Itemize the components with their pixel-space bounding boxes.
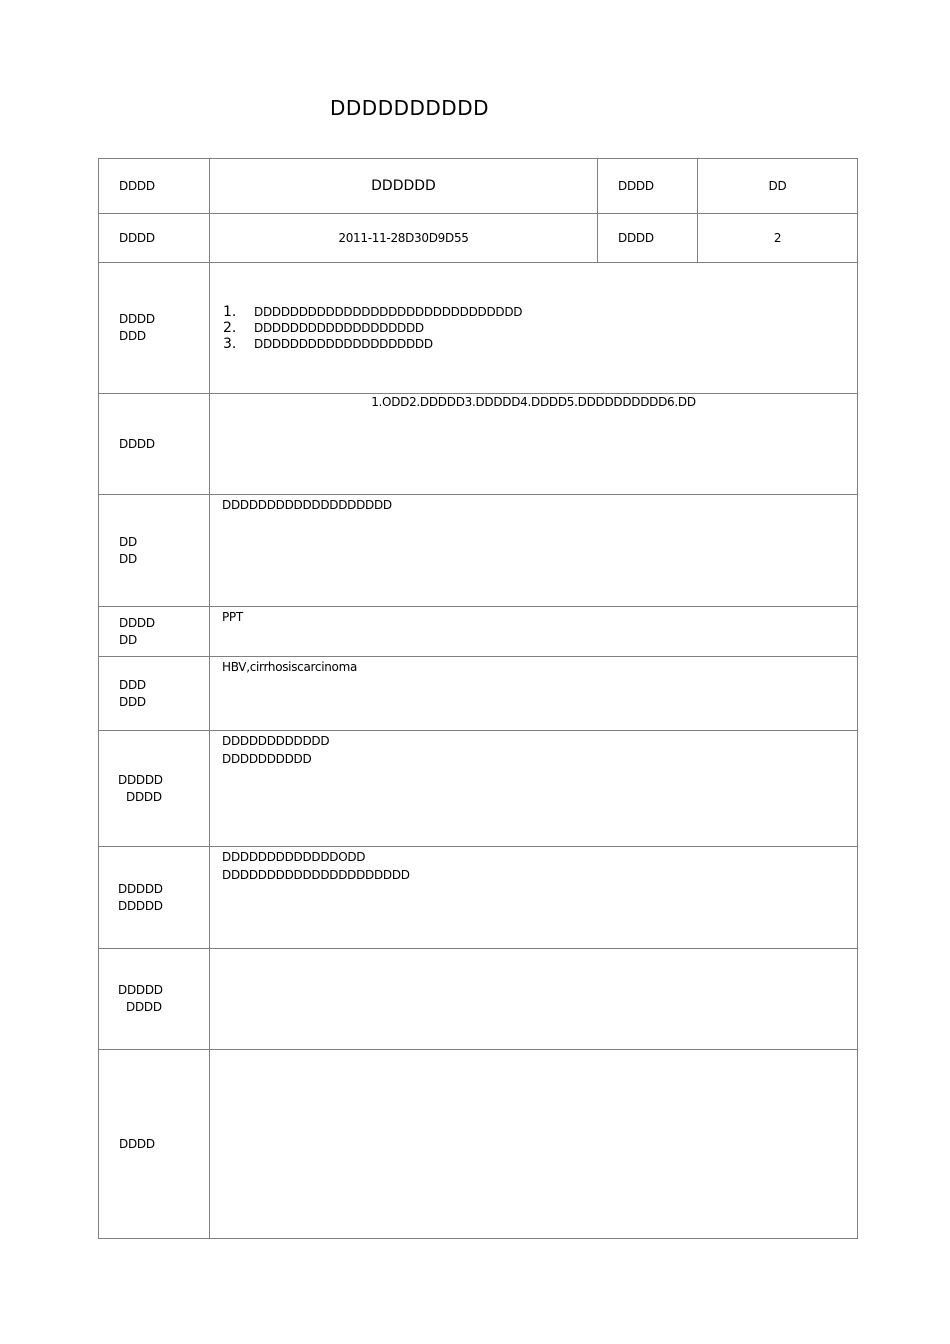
- row-9-label: DDDDD DDDDD: [99, 847, 210, 949]
- list-item: 1. DDDDDDDDDDDDDDDDDDDDDDDDDDDDDD: [223, 304, 523, 320]
- row-1-value: DDDDDD: [210, 159, 598, 214]
- row-4-label: DDDD: [99, 394, 210, 495]
- row-3-label: DDDD DDD: [99, 263, 210, 394]
- row-5-content: DDDDDDDDDDDDDDDDDDD: [210, 495, 858, 607]
- row-1-label-2: DDDD: [598, 159, 698, 214]
- row-2-label: DDDD: [99, 214, 210, 263]
- row-6-content: PPT: [210, 607, 858, 657]
- row-6: [99, 607, 858, 657]
- row-1-value-2: DD: [698, 159, 858, 214]
- row-4-content: 1.ODD2.DDDDD3.DDDDD4.DDDD5.DDDDDDDDDD6.DD: [210, 394, 858, 495]
- row-2: [99, 214, 858, 263]
- row-10-content: [210, 949, 858, 1050]
- row-6-label: DDDD DD: [99, 607, 210, 657]
- row-3: [99, 263, 858, 394]
- row-2-value: 2011-11-28D30D9D55: [210, 214, 598, 263]
- row-11: [99, 1050, 858, 1239]
- row-11-label: DDDD: [99, 1050, 210, 1239]
- row-10-label: DDDDD DDDD: [99, 949, 210, 1050]
- row-1-label: DDDD: [99, 159, 210, 214]
- row-5: [99, 495, 858, 607]
- row-7: [99, 657, 858, 731]
- row-1: [99, 159, 858, 214]
- row-7-label: DDD DDD: [99, 657, 210, 731]
- row-9: [99, 847, 858, 949]
- row-2-value-2: 2: [698, 214, 858, 263]
- row-2-label-2: DDDD: [598, 214, 698, 263]
- row-8-label: DDDDD DDDD: [99, 731, 210, 847]
- document-title: DDDDDDDDDD: [330, 96, 490, 120]
- row-8: [99, 731, 858, 847]
- row-3-content: [210, 263, 858, 394]
- row-9-content: DDDDDDDDDDDDDODD DDDDDDDDDDDDDDDDDDDDD: [210, 847, 858, 949]
- row-4: [99, 394, 858, 495]
- row-10: [99, 949, 858, 1050]
- list-item: 2. DDDDDDDDDDDDDDDDDDD: [223, 320, 424, 336]
- row-8-content: DDDDDDDDDDDD DDDDDDDDDD: [210, 731, 858, 847]
- row-5-label: DD DD: [99, 495, 210, 607]
- row-7-content: HBV,cirrhosiscarcinoma: [210, 657, 858, 731]
- record-form-table: [98, 158, 858, 1239]
- row-11-content: [210, 1050, 858, 1239]
- list-item: 3. DDDDDDDDDDDDDDDDDDDD: [223, 336, 433, 352]
